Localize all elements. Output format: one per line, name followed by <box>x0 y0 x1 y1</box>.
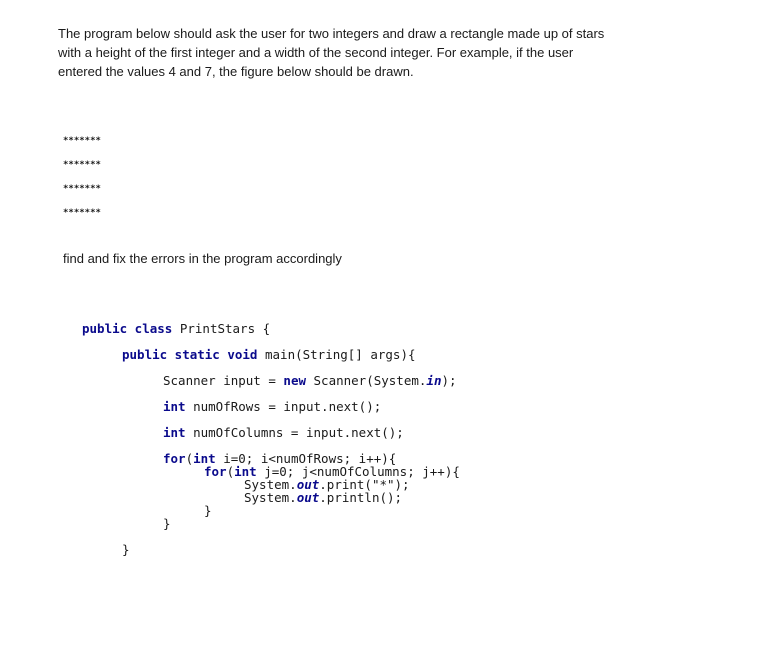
code-field: out <box>296 477 320 492</box>
code-text: Scanner input = <box>163 373 284 388</box>
code-line-num-columns <box>163 425 404 440</box>
code-text: ( <box>226 464 235 479</box>
code-line-num-rows <box>163 399 381 414</box>
description-line: with a height of the first integer and a width of the second integer. For example, if the user <box>58 45 574 60</box>
problem-description <box>58 24 658 81</box>
code-field: out <box>296 490 320 505</box>
code-line-close-inner: } <box>204 503 212 518</box>
description-line: entered the values 4 and 7, the figure below should be drawn. <box>58 64 414 79</box>
code-keyword: public class <box>82 321 173 336</box>
code-text: numOfRows = input.next(); <box>185 399 382 414</box>
code-text: ); <box>441 373 457 388</box>
code-keyword: int <box>163 425 186 440</box>
code-line-class-declaration <box>82 321 270 336</box>
code-line-close-main: } <box>122 542 130 557</box>
description-line: The program below should ask the user for two integers and draw a rectangle made up of stars <box>58 26 605 41</box>
code-line-scanner <box>163 373 457 388</box>
code-text: numOfColumns = input.next(); <box>185 425 404 440</box>
code-text: ( <box>185 451 194 466</box>
code-line-close-outer: } <box>163 516 171 531</box>
code-keyword: new <box>283 373 306 388</box>
instruction-text: find and fix the errors in the program accordingly <box>63 251 342 266</box>
example-star-rectangle <box>63 136 101 232</box>
code-field: in <box>426 373 442 388</box>
code-keyword: for <box>163 451 186 466</box>
code-line-main-method <box>122 347 416 362</box>
code-keyword: for <box>204 464 227 479</box>
code-text: .print("*"); <box>319 477 410 492</box>
code-text: i=0; i<numOfRows; i++){ <box>215 451 397 466</box>
code-text: .println(); <box>319 490 403 505</box>
code-text: j=0; j<numOfColumns; j++){ <box>256 464 460 479</box>
star-row: ******* <box>63 136 101 146</box>
code-keyword: int <box>193 451 216 466</box>
code-text: System. <box>244 477 297 492</box>
code-text: System. <box>244 490 297 505</box>
star-row: ******* <box>63 208 101 218</box>
code-keyword: int <box>163 399 186 414</box>
code-keyword: public static void <box>122 347 258 362</box>
code-text: main(String[] args){ <box>257 347 416 362</box>
star-row: ******* <box>63 184 101 194</box>
code-text: Scanner(System. <box>306 373 427 388</box>
code-line-println <box>244 490 402 505</box>
code-keyword: int <box>234 464 257 479</box>
code-text: PrintStars { <box>172 321 271 336</box>
star-row: ******* <box>63 160 101 170</box>
